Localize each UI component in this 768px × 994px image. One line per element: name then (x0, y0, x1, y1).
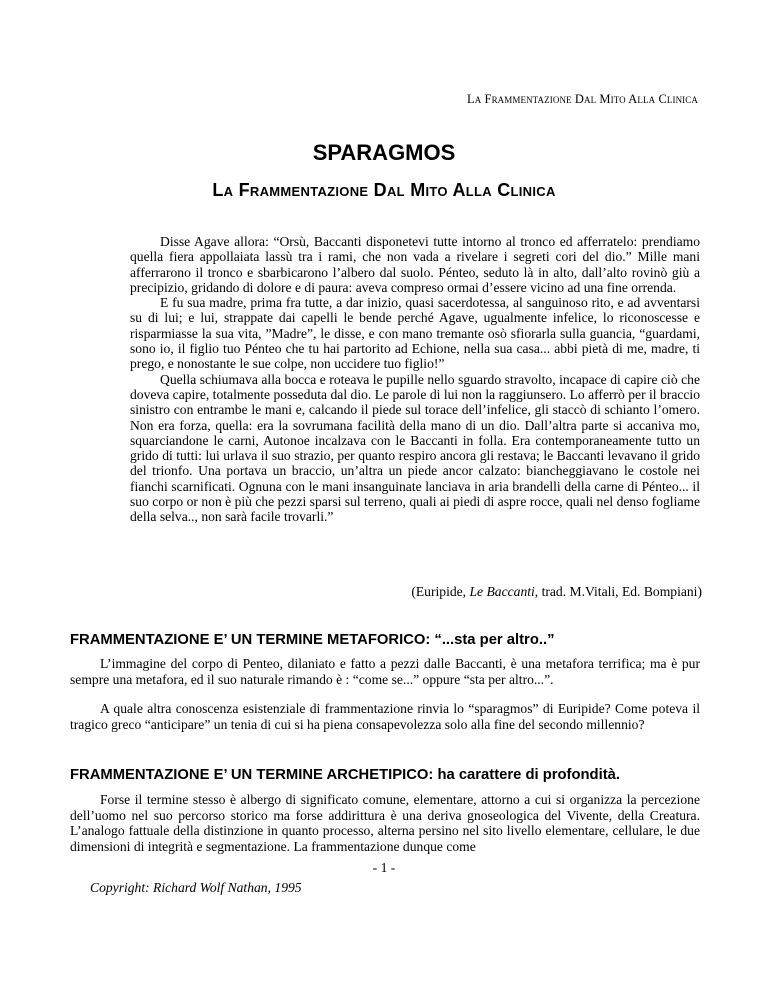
quote-paragraph: E fu sua madre, prima fra tutte, a dar inizio, quasi sacerdotessa, al sanguinoso rito, e ad avventarsi su di lui; e lui, strappate dai capelli le bende perché Agave, ugualmente infelice, lo riconoscesse e risparmiasse la sua vita, ”Madre”, le disse, e con mano tremante osò sfiorarla sulla guancia, “guardami, sono io, il figlio tuo Pénteo che tu hai partorito ad Echione, nella sua casa... abbi pietà di me, madre, ti prego, e nonostante le sue colpe, non uccidere tuo figlio!” (130, 295, 700, 372)
page-number: - 1 - (372, 860, 396, 875)
quote-paragraph: Disse Agave allora: “Orsù, Baccanti disponetevi tutte intorno al tronco ed afferratelo: prendiamo quella fiera appollaiata lassù tra i rami, che non vada a rivelare i segreti cori del dio.” Mille mani afferrarono il tronco e sbarbicarono l’albero dal suolo. Pénteo, seduto là in alto, dall’alto rovinò giù a precipizio, gridando di dolore e di paura: aveva compreso ormai d’essere vicino ad una fine orrenda. (130, 234, 700, 295)
running-header: La Frammentazione Dal Mito Alla Clinica (466, 92, 698, 106)
citation-prefix: (Euripide, (411, 584, 470, 599)
document-subtitle: La Frammentazione Dal Mito Alla Clinica (212, 180, 556, 200)
section-heading-archetipico: FRAMMENTAZIONE E’ UN TERMINE ARCHETIPICO: ha carattere di profondità. (70, 767, 620, 783)
quote-paragraph: Quella schiumava alla bocca e roteava le pupille nello sguardo stravolto, incapace di capire ciò che doveva capire, totalmente posseduta dal dio. Le parole di lui non la raggiunsero. Lo afferrò per il braccio sinistro con entrambe le mani e, calcando il piede sul torace dell’infelice, gli staccò di schianto l’omero. Non era forza, quella: era la sovrumana facilità della mano di un dio. Dall’altra parte si accaniva mo, squarciandone le carni, Autonoe incalzava con le Baccanti in folla. Era contemporaneamente tutto un grido di tutti: lui urlava il suo strazio, per quanto respiro ancora gli restava; le Baccanti levavano il grido del trionfo. Una portava un braccio, un’altra un piede ancor calzato: biancheggiavano le costole nei fianchi scarnificati. Ognuna con le mani insanguinate lanciava in aria brandelli della carne di Pénteo... il suo corpo or non è più che pezzi sparsi sul terreno, quali ai piedi di aspre rocce, quali nel denso fogliame della selva.., non sarà facile trovarli.” (130, 371, 700, 525)
section-heading-metaforico: FRAMMENTAZIONE E’ UN TERMINE METAFORICO: “...sta per altro..” (70, 632, 555, 648)
quote-citation (411, 584, 702, 600)
document-title: SPARAGMOS (312, 140, 456, 165)
body-paragraph: Forse il termine stesso è albergo di significato comune, elementare, attorno a cui si organizza la percezione dell’uomo nel suo percorso storico ma forse addirittura è una deriva gnoseologica del Vivente, della Creatura. L’analogo fattuale della distinzione in quanto processo, alterna persino nel sito livello elementare, cellulare, le due dimensioni di integrità e segmentazione. La frammentazione dunque come (70, 792, 700, 854)
copyright-notice: Copyright: Richard Wolf Nathan, 1995 (90, 880, 302, 895)
body-paragraph: A quale altra conoscenza esistenziale di frammentazione rinvia lo “sparagmos” di Euripide? Come poteva il tragico greco “anticipare” un tenia di cui si ha piena consapevolezza solo alla fine del secondo millennio? (70, 701, 700, 732)
citation-suffix: , trad. M.Vitali, Ed. Bompiani) (534, 584, 702, 599)
epigraph-quote (130, 234, 700, 525)
body-paragraph: L’immagine del corpo di Penteo, dilaniato e fatto a pezzi dalle Baccanti, è una metafora terrifica; ma è pur sempre una metafora, ed il suo naturale rimando è : “come se...” oppure “sta per altro...”. (70, 656, 700, 687)
citation-work-title: Le Baccanti (469, 584, 535, 599)
